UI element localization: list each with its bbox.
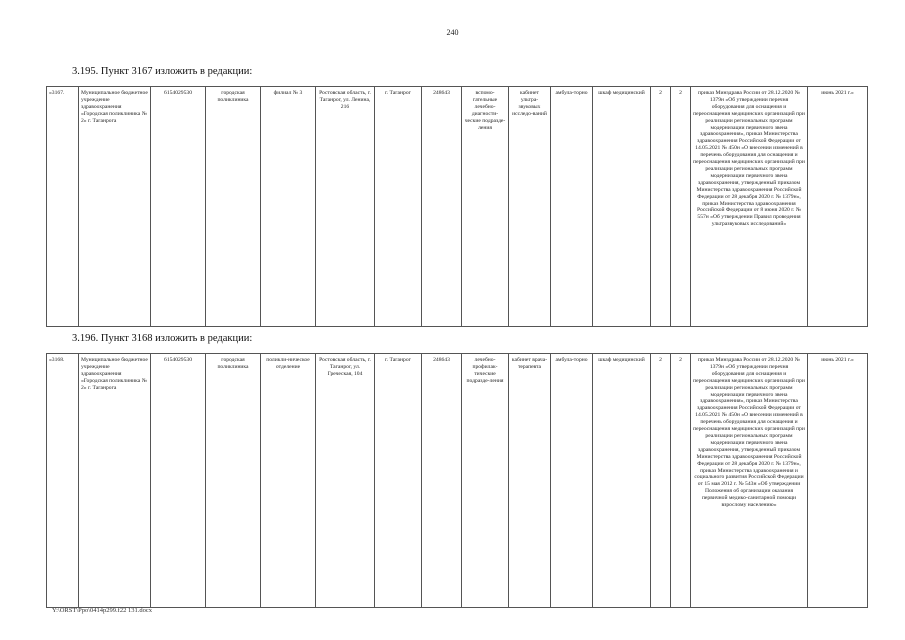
quantity-required: 2 [651,354,671,608]
inn-code: 6154029530 [151,87,206,327]
section-heading-3196: 3.196. Пункт 3168 изложить в редакции: [72,333,253,344]
quantity-planned: 2 [671,354,691,608]
row-number: «3168. [47,354,79,608]
settlement-code: 248643 [422,87,462,327]
care-type: амбула-торно [551,87,593,327]
legal-basis: приказ Минздрава России от 28.12.2020 № 1379н «Об утверждении перечня оборудования для оснащения и переоснащения медицинских организаций при реализации региональных программ модернизации первичного звена здравоохранения», приказ Министерства здравоохранения Российской Федерации от 14.05.2021 № 450н «О внесении изменений в перечень оборудования для оснащения и переоснащения медицинских организаций при реализации региональных программ модернизации первичного звена здравоохранения, утвержденный приказом Министерства здравоохранения Российской Федерации от 28 декабря 2020 г. № 1379н», приказ Министерства здравоохранения Российской Федерации от 8 июня 2020 г. № 557н «Об утверждении Правил проведения ультразвуковых исследований» [691,87,808,327]
section-heading-3195: 3.195. Пункт 3167 изложить в редакции: [72,66,253,77]
subdivision: поликли-ническое отделение [261,354,316,608]
organization-name: Муниципальное бюджетное учреждение здравоохранения «Городская поликлиника № 2» г. Таганрога [79,354,151,608]
room: кабинет ультра-звуковых исследо-ваний [509,87,551,327]
row-number: «3167. [47,87,79,327]
city: г. Таганрог [375,87,422,327]
footer-file-path: Y:\ORST\Ppo\0414p299.f22 131.docx [52,607,152,614]
record-table-3167 [46,86,868,327]
equipment: шкаф медицинский [593,87,651,327]
subdivision: филиал № 3 [261,87,316,327]
legal-basis: приказ Минздрава России от 28.12.2020 № 1379н «Об утверждении перечня оборудования для оснащения и переоснащения медицинских организаций при реализации региональных программ модернизации первичного звена здравоохранения», приказ Министерства здравоохранения Российской Федерации от 14.05.2021 № 450н «О внесении изменений в перечень оборудования для оснащения и переоснащения медицинских организаций при реализации региональных программ модернизации первичного звена здравоохранения, утвержденный приказом Министерства здравоохранения Российской Федерации от 28 декабря 2020 г. № 1379н», приказ Министерства здравоохранения и социального развития Российской Федерации от 15 мая 2012 г. № 543н «Об утверждении Положения об организации оказания первичной медико-санитарной помощи взрослому населению» [691,354,808,608]
department: лечебно-профилак-тические подразде-ления [462,354,509,608]
organization-name: Муниципальное бюджетное учреждение здравоохранения «Городская поликлиника № 2» г. Таганрога [79,87,151,327]
record-table-3168 [46,353,868,608]
quantity-required: 2 [651,87,671,327]
settlement-code: 248643 [422,354,462,608]
care-type: амбула-торно [551,354,593,608]
department: вспомо-гательные лечебно-диагности-ческие подразде-ления [462,87,509,327]
room: кабинет врача-терапевта [509,354,551,608]
city: г. Таганрог [375,354,422,608]
quantity-planned: 2 [671,87,691,327]
delivery-date: июнь 2021 г.» [808,87,868,327]
organization-type: городская поликлиника [206,87,261,327]
organization-type: городская поликлиника [206,354,261,608]
inn-code: 6154029530 [151,354,206,608]
address: Ростовская область, г. Таганрог, ул. Греческая, 104 [316,354,375,608]
page-number: 240 [446,28,459,37]
table-row [47,354,868,608]
table-row [47,87,868,327]
address: Ростовская область, г. Таганрог, ул. Ленина, 216 [316,87,375,327]
delivery-date: июнь 2021 г.» [808,354,868,608]
equipment: шкаф медицинский [593,354,651,608]
